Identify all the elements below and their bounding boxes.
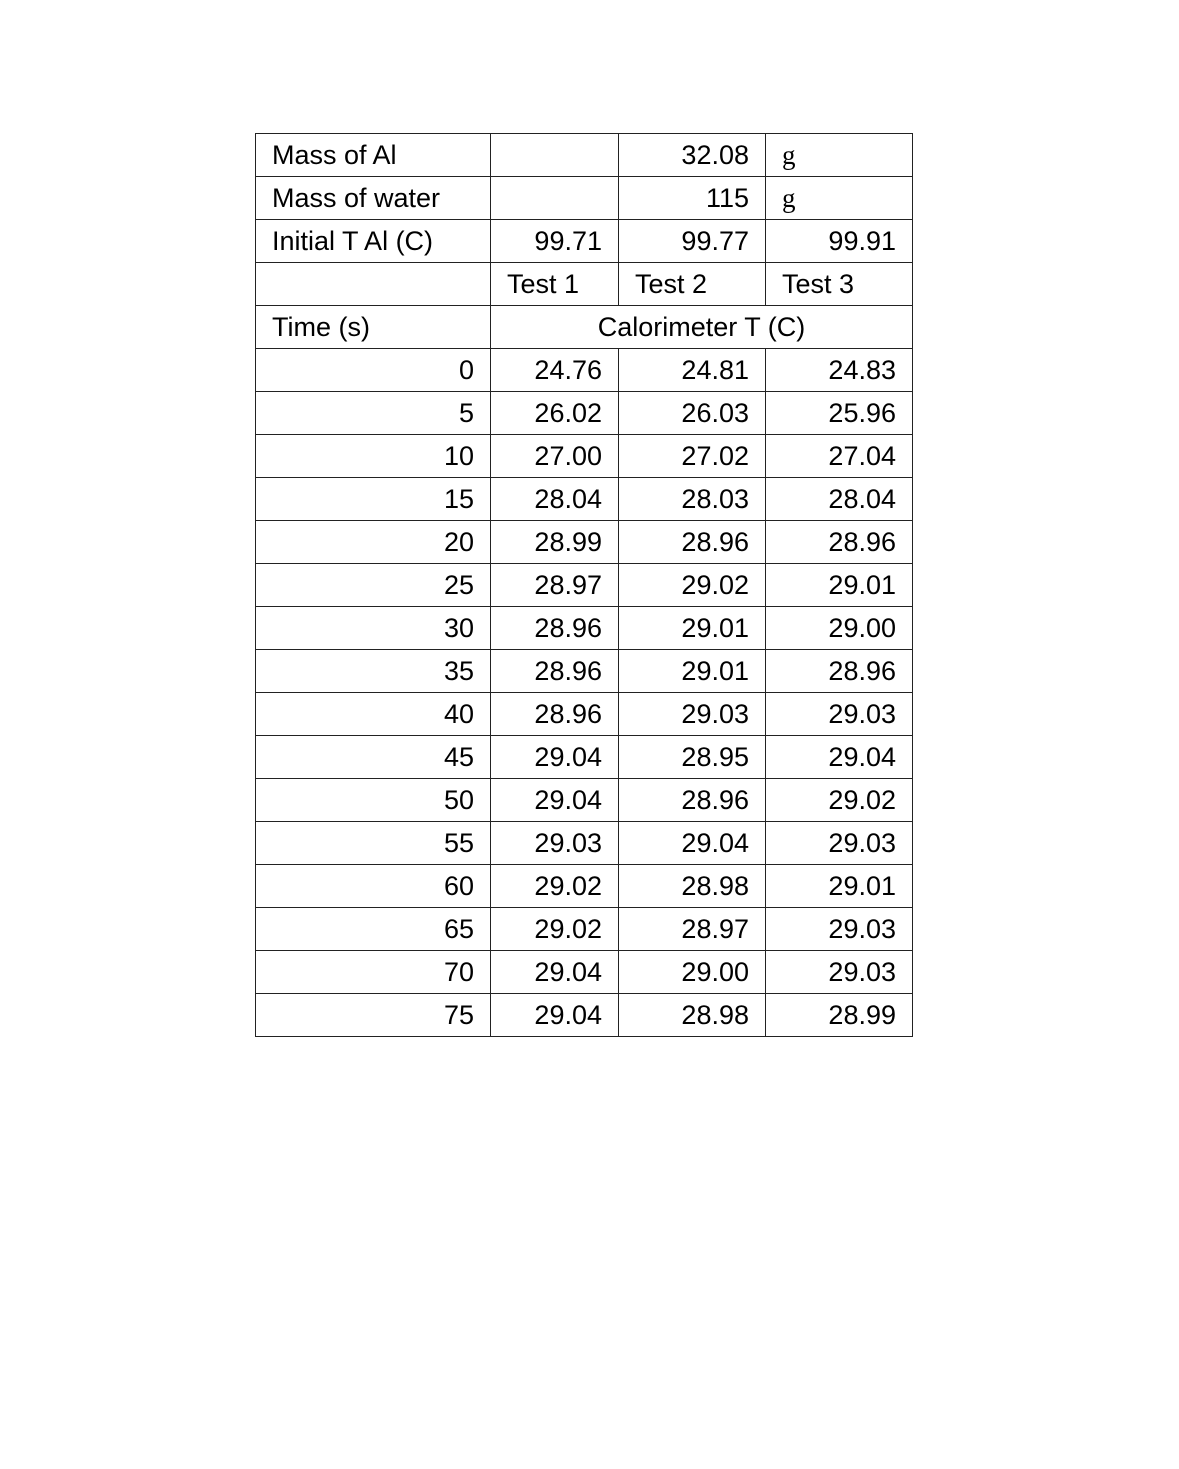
test2-cell: 28.95 <box>619 736 766 779</box>
time-cell: 20 <box>256 521 491 564</box>
table-row <box>256 650 913 693</box>
test2-cell: 27.02 <box>619 435 766 478</box>
time-cell: 45 <box>256 736 491 779</box>
test3-cell: 29.02 <box>766 779 913 822</box>
table-row <box>256 736 913 779</box>
test3-cell: 29.04 <box>766 736 913 779</box>
table-row <box>256 822 913 865</box>
test2-header: Test 2 <box>619 263 766 306</box>
test3-cell: 29.00 <box>766 607 913 650</box>
time-cell: 25 <box>256 564 491 607</box>
test1-cell: 28.97 <box>491 564 619 607</box>
test2-cell: 29.03 <box>619 693 766 736</box>
table-row <box>256 478 913 521</box>
mass-water-label: Mass of water <box>256 177 491 220</box>
test1-cell: 28.99 <box>491 521 619 564</box>
time-cell: 65 <box>256 908 491 951</box>
test1-cell: 29.02 <box>491 865 619 908</box>
time-cell: 50 <box>256 779 491 822</box>
time-cell: 15 <box>256 478 491 521</box>
test3-cell: 29.03 <box>766 822 913 865</box>
time-cell: 30 <box>256 607 491 650</box>
test2-cell: 28.96 <box>619 779 766 822</box>
test1-cell: 29.04 <box>491 994 619 1037</box>
table-row <box>256 392 913 435</box>
data-rows <box>256 349 913 1037</box>
mass-water-row <box>256 177 913 220</box>
test3-cell: 28.04 <box>766 478 913 521</box>
table-row <box>256 908 913 951</box>
initial-t-test2: 99.77 <box>619 220 766 263</box>
test1-cell: 27.00 <box>491 435 619 478</box>
test2-cell: 29.01 <box>619 650 766 693</box>
table-row <box>256 521 913 564</box>
mass-water-unit: g <box>766 177 913 220</box>
calorimetry-data-table <box>255 133 913 1037</box>
test1-cell: 24.76 <box>491 349 619 392</box>
time-cell: 10 <box>256 435 491 478</box>
initial-t-label: Initial T Al (C) <box>256 220 491 263</box>
test-header-row <box>256 263 913 306</box>
test2-cell: 28.97 <box>619 908 766 951</box>
table-row <box>256 693 913 736</box>
table-row <box>256 951 913 994</box>
test2-cell: 26.03 <box>619 392 766 435</box>
time-cell: 40 <box>256 693 491 736</box>
test1-header: Test 1 <box>491 263 619 306</box>
test3-cell: 29.01 <box>766 865 913 908</box>
test2-cell: 29.00 <box>619 951 766 994</box>
time-cell: 55 <box>256 822 491 865</box>
test2-cell: 28.98 <box>619 994 766 1037</box>
test1-cell: 29.02 <box>491 908 619 951</box>
table-row <box>256 607 913 650</box>
initial-t-test1: 99.71 <box>491 220 619 263</box>
test2-cell: 28.03 <box>619 478 766 521</box>
mass-al-unit: g <box>766 134 913 177</box>
table-row <box>256 994 913 1037</box>
test2-cell: 29.04 <box>619 822 766 865</box>
test1-cell: 29.04 <box>491 779 619 822</box>
test1-cell: 26.02 <box>491 392 619 435</box>
test1-cell: 29.04 <box>491 951 619 994</box>
empty-cell <box>491 177 619 220</box>
test2-cell: 29.01 <box>619 607 766 650</box>
time-cell: 75 <box>256 994 491 1037</box>
time-cell: 70 <box>256 951 491 994</box>
time-header: Time (s) <box>256 306 491 349</box>
table-row <box>256 349 913 392</box>
test2-cell: 29.02 <box>619 564 766 607</box>
table-row <box>256 435 913 478</box>
initial-t-test3: 99.91 <box>766 220 913 263</box>
time-cell: 60 <box>256 865 491 908</box>
empty-cell <box>491 134 619 177</box>
test3-cell: 28.96 <box>766 650 913 693</box>
test1-cell: 28.96 <box>491 650 619 693</box>
time-cell: 0 <box>256 349 491 392</box>
test3-cell: 29.03 <box>766 908 913 951</box>
mass-water-value: 115 <box>619 177 766 220</box>
mass-al-value: 32.08 <box>619 134 766 177</box>
test3-cell: 28.96 <box>766 521 913 564</box>
test1-cell: 28.96 <box>491 607 619 650</box>
table-body <box>256 134 913 349</box>
test3-cell: 29.01 <box>766 564 913 607</box>
time-cell: 5 <box>256 392 491 435</box>
initial-t-row <box>256 220 913 263</box>
empty-cell <box>256 263 491 306</box>
table-row <box>256 779 913 822</box>
test3-cell: 28.99 <box>766 994 913 1037</box>
mass-al-label: Mass of Al <box>256 134 491 177</box>
calorimeter-header: Calorimeter T (C) <box>491 306 913 349</box>
test3-header: Test 3 <box>766 263 913 306</box>
test2-cell: 28.96 <box>619 521 766 564</box>
test3-cell: 27.04 <box>766 435 913 478</box>
mass-al-row <box>256 134 913 177</box>
test1-cell: 28.96 <box>491 693 619 736</box>
time-cell: 35 <box>256 650 491 693</box>
test3-cell: 29.03 <box>766 693 913 736</box>
test2-cell: 24.81 <box>619 349 766 392</box>
test1-cell: 29.04 <box>491 736 619 779</box>
table-row <box>256 865 913 908</box>
test3-cell: 29.03 <box>766 951 913 994</box>
test3-cell: 25.96 <box>766 392 913 435</box>
test1-cell: 28.04 <box>491 478 619 521</box>
test1-cell: 29.03 <box>491 822 619 865</box>
column-header-row <box>256 306 913 349</box>
test2-cell: 28.98 <box>619 865 766 908</box>
test3-cell: 24.83 <box>766 349 913 392</box>
table-row <box>256 564 913 607</box>
